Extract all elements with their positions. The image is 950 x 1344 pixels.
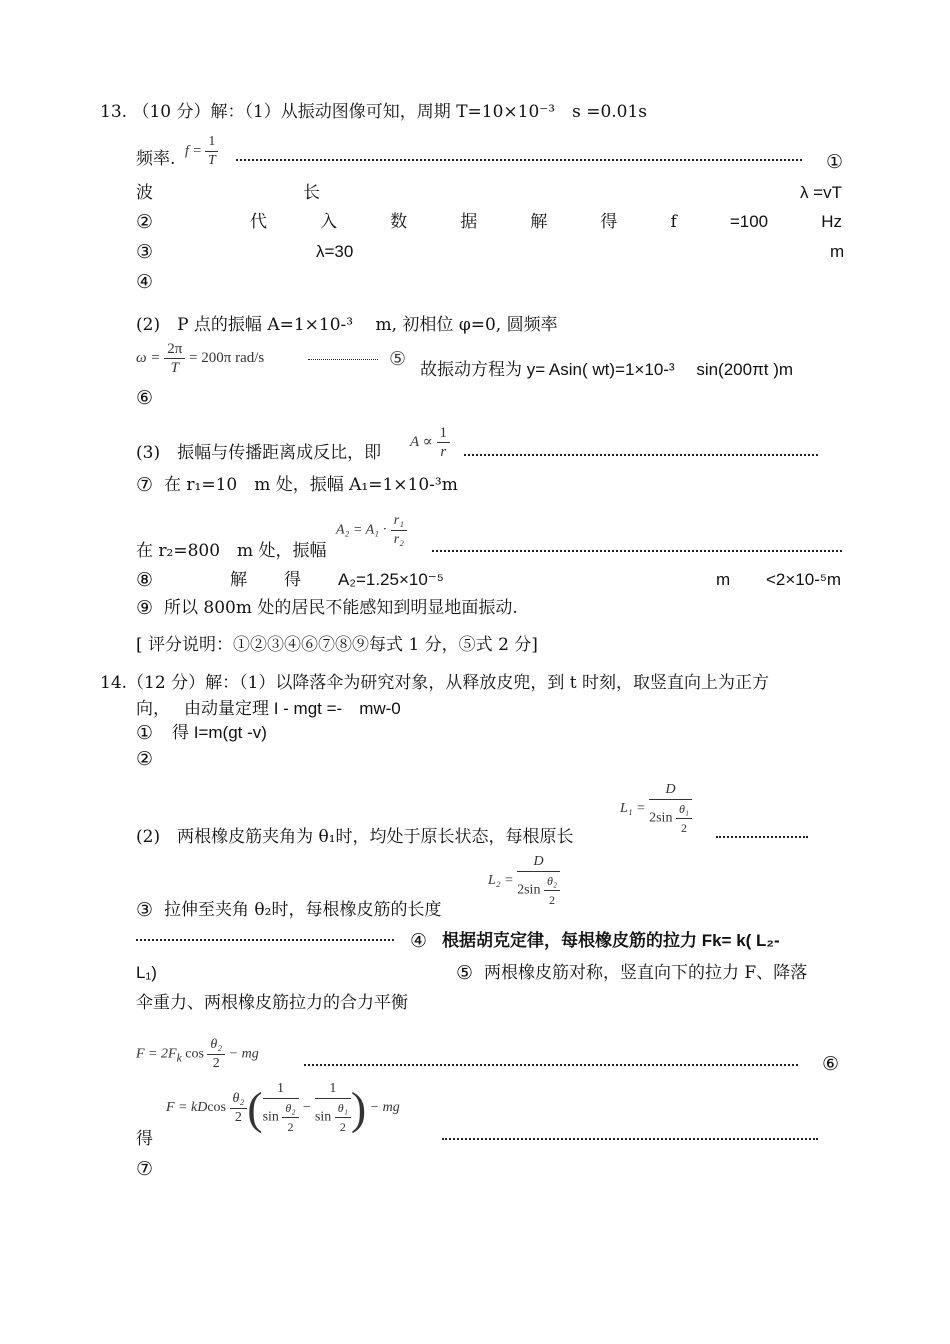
q13-header: 13. （10 分）解：（1）从振动图像可知，周期 T=10×10⁻³ s =0.01s [100, 102, 648, 122]
text: =100 [729, 212, 769, 231]
text: 数 [390, 212, 408, 232]
impulse-result: 得 I=m(gt -v) [172, 723, 267, 742]
l1-formula: L₁ = D 2sin $\frac{\text{θ₁}}{2}$ [620, 781, 692, 837]
text-chang: 长 [303, 183, 320, 203]
result-formula: F = kDcos $\frac{\text{θ₂}}{2}$ ( 1 sin $\frac{\text{θ₂}}{2}$ − 1 sin $\frac{\text{θ₁}}{2}$ ) − mg [166, 1081, 400, 1134]
a2-value: A₂=1.25×10⁻⁵ [338, 570, 444, 589]
text-bo: 波 [136, 183, 153, 203]
q14-header: 14.（12 分）解：（1）以降落伞为研究对象，从释放皮兜，到 t 时刻，取竖直向上为正方 [100, 673, 770, 693]
text: 代 [250, 212, 267, 232]
mark-7: ⑦ [136, 474, 154, 496]
hooke-cont: L₁) [136, 963, 157, 982]
scoring-note: [ 评分说明：①②③④⑥⑦⑧⑨每式 1 分，⑤式 2 分] [136, 635, 538, 655]
l2-formula: L₂ = D 2sin $\frac{\text{θ₂}}{2}$ [488, 853, 560, 909]
p3-r1: 在 r₁=10 m 处，振幅 A₁=1×10-³m [164, 475, 458, 495]
conclusion: 所以 800m 处的居民不能感知到明显地面振动. [164, 598, 518, 618]
a2-compare: <2×10-⁵m [766, 570, 842, 589]
mark-1: ① [826, 151, 844, 173]
mark-14-5: ⑤ [456, 962, 474, 984]
mark-5: ⑤ [389, 348, 407, 370]
mark-14-7: ⑦ [136, 1158, 154, 1180]
leader-dots [308, 359, 378, 362]
leader-dots [304, 1064, 798, 1068]
hooke-law: 根据胡克定律，每根橡皮筋的拉力 Fk= k( L₂- [442, 931, 780, 950]
text-jie: 解 [230, 570, 247, 590]
mark-3: ③ [136, 241, 154, 263]
text-de: 得 [284, 570, 301, 590]
text: 入 [320, 212, 338, 232]
lambda-unit: m [830, 242, 845, 261]
q14-header-dir: 向， [136, 699, 170, 719]
p2-equation: 故振动方程为 y= Asin( wt)=1×10-³ sin(200πt )m [420, 360, 794, 379]
text: 得 [600, 212, 618, 232]
text: 据 [460, 212, 478, 232]
freq-label: 频率. [136, 149, 176, 169]
text: f [670, 212, 677, 232]
leader-dots [236, 159, 802, 163]
result-label: 得 [136, 1129, 153, 1149]
mark-14-6: ⑥ [822, 1053, 840, 1075]
wave-length-row [136, 182, 842, 204]
a2-formula: A₂ = A₁ · $\frac{\text{r₁}}{\text{r₂}}$ [336, 512, 407, 549]
mark-6: ⑥ [136, 387, 154, 409]
mark-14-1: ① [136, 722, 154, 744]
mark-9: ⑨ [136, 597, 154, 619]
force-formula: $F = 2F_k$ cos $\frac{\text{θ₂}}{2}$ − mg [136, 1037, 259, 1071]
leader-dots [442, 1138, 818, 1142]
omega-formula: ω = $\frac{2\pi}{T}$ = 200π rad/s [136, 341, 265, 376]
p2-line: (2) P 点的振幅 A=1×10-³ m, 初相位 φ=0, 圆频率 [136, 315, 558, 335]
text: Hz [821, 212, 842, 231]
mark-2: ② [136, 211, 154, 233]
lambda-vt: λ =vT [799, 183, 842, 202]
data-row [250, 211, 842, 233]
mark-8: ⑧ [136, 569, 154, 591]
lambda-value: λ=30 [316, 242, 354, 261]
leader-dots [716, 836, 808, 840]
p2-line-14: (2) 两根橡皮筋夹角为 θ₁时，均处于原长状态，每根原长 [136, 827, 574, 847]
mark-14-2: ② [136, 748, 154, 770]
p3-line: (3) 振幅与传播距离成反比，即 [136, 443, 382, 463]
p3-r2: 在 r₂=800 m 处，振幅 [136, 541, 327, 561]
freq-formula: f = $\frac{1}{T}$ [185, 133, 218, 170]
balance-line: 两根橡皮筋对称，竖直向下的拉力 F、降落 [484, 963, 808, 983]
balance-line-2: 伞重力、两根橡皮筋拉力的合力平衡 [136, 993, 408, 1013]
leader-dots [136, 939, 394, 943]
leader-dots [464, 454, 818, 458]
leader-dots [432, 550, 842, 554]
proportion-formula: A ∝ $\frac{1}{r}$ [410, 424, 450, 461]
omega-unit: rad/s [235, 349, 265, 366]
mark-4: ④ [136, 271, 154, 293]
stretch-line: 拉伸至夹角 θ₂时，每根橡皮筋的长度 [164, 900, 442, 920]
a2-unit: m [716, 570, 731, 589]
text: 解 [530, 212, 548, 232]
momentum-theorem: 由动量定理 I - mgt =- mw-0 [184, 699, 401, 718]
mark-14-4: ④ [410, 930, 428, 952]
mark-14-3: ③ [136, 899, 154, 921]
